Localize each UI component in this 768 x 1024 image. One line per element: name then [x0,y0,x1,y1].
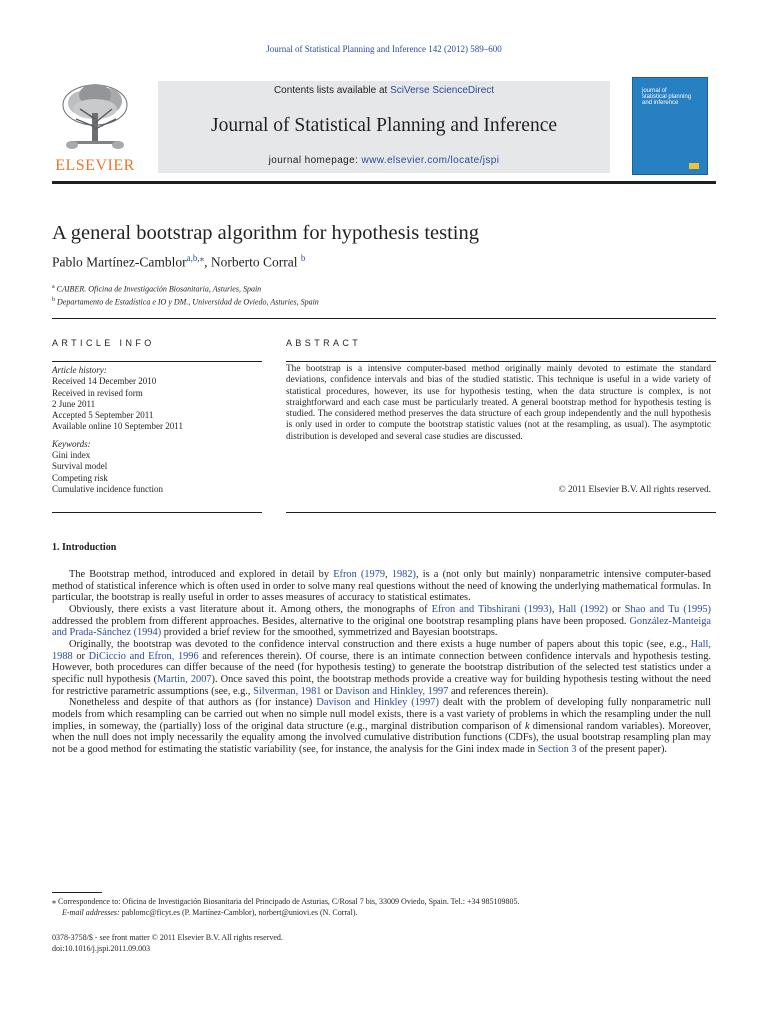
citation-link[interactable]: DiCiccio and Efron, 1996 [88,650,199,662]
cover-badge [689,163,699,169]
abstract-heading: ABSTRACT [286,338,362,348]
citation-link[interactable]: Silverman, 1981 [253,685,322,697]
citation-link[interactable]: Shao and Tu (1995) [624,603,711,615]
correspondence-star: ⁎ [199,253,205,263]
history-item: Received 14 December 2010 [52,376,157,387]
keyword: Cumulative incidence function [52,483,163,494]
paragraph: The Bootstrap method, introduced and explored in detail by Efron (1979, 1982), is a (not only but mainly) nonparametric intensive computer-based method of statistical inference which is often used in order to solve many real questions without the need of knowing the underlying mathematical formulas. In particular, the bootstrap is really useful in order to asses measures of accuracy to statistical estimates. [52,569,711,604]
cover-title-line: and inference [642,100,679,106]
section-rule [52,318,716,319]
journal-info-box [158,81,610,173]
abstract-text: The bootstrap is a intensive computer-based method originally mainly devoted to estimate the standard deviations, confidence intervals and bias of the studied statistic. This technique is useful in a wide variety of statistical procedures, however, its use for hypothesis testing, when the data structure is complex, is not straightforward and each case must be particularly treated. A general bootstrap method for hypothesis testing is studied. The considered method preserves the data structure of each group independently and the null hypothesis is only used in order to compute the bootstrap statistic values (not at the resampling, as usual). The asymptotic distribution is developed and several case studies are discussed. [286,364,711,442]
article-info [52,365,262,495]
citation-link[interactable]: 1982) [391,569,416,580]
front-matter [52,932,283,954]
correspondence-footnote [52,896,716,918]
citation-link[interactable]: Efron and Tibshirani (1993) [431,603,552,615]
keyword: Competing risk [52,472,108,483]
affiliations [52,282,319,308]
affiliation-text: Departamento de Estadística e IO y DM., Universidad de Oviedo, Asturies, Spain [57,297,319,307]
author-name: Norberto Corral [210,254,298,270]
affiliation-mark: a [52,284,55,290]
citation-link[interactable]: González-Manteiga and Prada-Sánchez (1994) [52,615,711,639]
citation-link[interactable]: Hall (1992) [558,603,608,615]
journal-homepage [158,155,610,166]
cover-title [642,88,702,106]
article-info-heading: ARTICLE INFO [52,338,155,348]
cover-title-line: journal of [642,88,667,94]
history-item: Available online 10 September 2011 [52,421,183,432]
author-separator: , [204,254,211,270]
introduction-body [52,569,711,756]
email-label: E-mail addresses: [62,908,120,917]
section-rule [286,361,716,362]
email-line [52,907,716,918]
section-rule [286,512,716,513]
header-rule [52,181,716,184]
footnote-star: ⁎ [52,897,56,906]
citation-link[interactable]: Davison and Hinkley (1997) [316,697,439,709]
keywords-label: Keywords: [52,438,91,449]
citation-link[interactable]: Efron (1979 [333,569,386,580]
math-variable: k [524,720,530,732]
contents-availability [158,85,610,96]
affiliation [52,282,319,295]
section-rule [52,512,262,513]
section-heading: 1. Introduction [52,542,117,553]
email-addresses: pablomc@ficyt.es (P. Martínez-Camblor), norbert@uniovi.es (N. Corral). [119,908,358,917]
copyright-notice: © 2011 Elsevier B.V. All rights reserved. [558,485,711,495]
keywords [52,439,262,495]
sciencedirect-link[interactable]: SciVerse ScienceDirect [390,85,495,96]
footnote-rule [52,892,102,893]
history-item: Received in revised form [52,387,143,398]
author-affiliation-marks[interactable]: b [300,253,306,263]
history-item: 2 June 2011 [52,398,96,409]
history-label: Article history: [52,365,107,375]
journal-cover-thumbnail [632,77,708,175]
author-name: Pablo Martínez-Camblor [52,254,187,270]
author-line [52,253,305,271]
author-affiliation-marks[interactable]: a,b,⁎ [186,253,205,263]
homepage-link[interactable]: www.elsevier.com/locate/jspi [361,155,500,166]
section-rule [52,361,262,362]
history-item: Accepted 5 September 2011 [52,410,154,421]
homepage-prefix: journal homepage: [268,155,362,166]
paragraph: Originally, the bootstrap was devoted to the confidence interval construction and there exists a huge number of papers about this topic (see, e.g., Hall, 1988 or DiCiccio and Efron, 1996 and references therein). Of course, there is an intimate connection between confidence intervals and hypothesis testing. However, both procedures can differ because of the need (for hypothesis testing) to generate the bootstrap distribution of the selected test statistics under a specific null hypothesis (Martin, 2007). Once saved this point, the bootstrap methods provide a creative way for building hypothesis testing without the need for restrictive parametric assumptions (see, e.g., Silverman, 1981 or Davison and Hinkley, 1997 and references therein). [52,638,711,697]
citation-link[interactable]: Davison and Hinkley, 1997 [335,685,449,697]
journal-name: Journal of Statistical Planning and Inference [210,115,558,136]
paragraph: Nonetheless and despite of that authors as (for instance) Davison and Hinkley (1997) dealt with the problem of developing fully nonparametric null models from which resampling can be carried out when no simple null model exists, there is a vast variety of problems in which the resampling under the null implies, in someway, the (partially) loss of the original data structure (e.g., marginal distribution comparison of k dimensional random variables). Moreover, when the null does not imply necessarily the equality among the involved cumulative distribution functions (CDFs), the usual bootstrap resampling plan may not be a good method for estimating the statistic variability (see, for instance, the analysis for the Gini index made in Section 3 of the present paper). [52,697,711,755]
issn-line: 0378-3758/$ - see front matter © 2011 Elsevier B.V. All rights reserved. [52,933,283,942]
journal-reference[interactable]: Journal of Statistical Planning and Inference 142 (2012) 589–600 [266,44,502,54]
doi-line: doi:10.1016/j.jspi.2011.09.003 [52,944,151,953]
article-title: A general bootstrap algorithm for hypothesis testing [52,222,480,244]
correspondence-line: ⁎ Correspondence to: Oficina de Investigación Biosanitaria del Principado de Asturias, C/Rosal 7 bis, 33009 Oviedo, Spain. Tel.: +34 985109805. [52,897,520,906]
elsevier-wordmark: ELSEVIER [55,157,135,174]
affiliation-mark: b [52,297,55,304]
keyword: Gini index [52,450,91,461]
elsevier-tree-logo [52,79,138,175]
cover-title-line: statistical planning [642,94,692,100]
journal-masthead [52,77,716,177]
affiliation-text: CAIBER. Oficina de Investigación Biosanitaria, Asturies, Spain [56,284,262,294]
paragraph: Obviously, there exists a vast literature about it. Among others, the monographs of Efron and Tibshirani (1993), Hall (1992) or Shao and Tu (1995) addressed the problem from different approaches. Besides, alternative to the original one bootstrap resampling plans have been proposed. González-Manteiga and Prada-Sánchez (1994) provided a brief review for the smoothed, symmetrized and Bayesian bootstraps. [52,603,711,639]
citation-link[interactable]: Hall, 1988 [52,638,711,662]
affiliation [52,295,319,308]
keyword: Survival model [52,461,108,472]
section-link[interactable]: Section 3 [537,743,577,755]
contents-prefix: Contents lists available at [273,85,391,96]
citation-link[interactable]: Martin, 2007 [157,673,212,685]
